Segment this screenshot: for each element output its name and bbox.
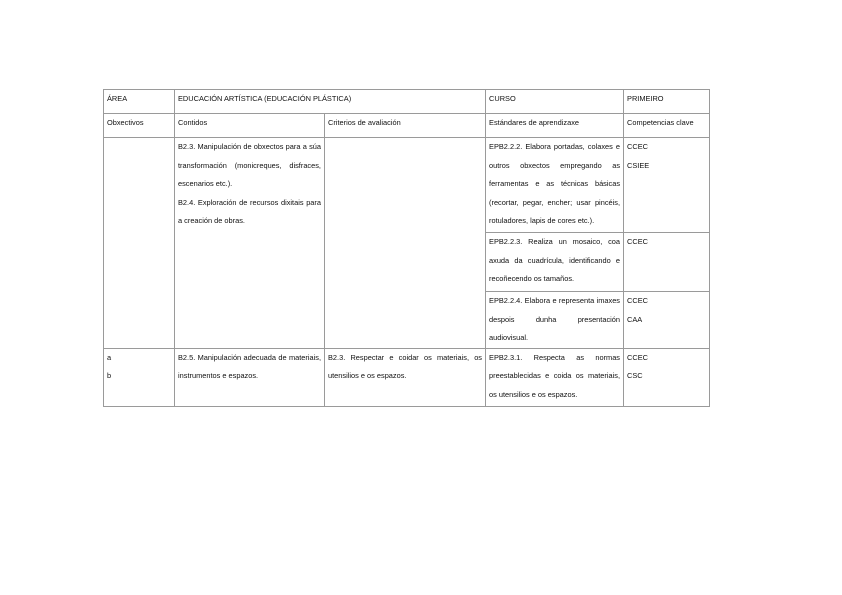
competencia-code: CCEC <box>627 296 648 305</box>
block1-contidos-cell <box>175 138 325 349</box>
criterio-b2-3: B2.3. Respectar e coidar os materiais, os utensilios e os espazos. <box>325 348 486 406</box>
criterios-header: Criterios de avaliación <box>325 114 486 138</box>
curso-value-cell: PRIMEIRO <box>624 90 710 114</box>
competencia-code: CSIEE <box>627 160 650 170</box>
competencias-epb2-3-1 <box>624 348 710 406</box>
block2-row <box>104 348 710 406</box>
estandar-epb2-2-4: EPB2.2.4. Elabora e representa imaxes despois dunha presentación audiovisual. <box>486 292 624 349</box>
competencia-code: CAA <box>627 314 643 324</box>
obxectivo-letter: b <box>107 371 112 380</box>
competencia-code: CSC <box>627 371 643 380</box>
estandar-epb2-2-2: EPB2.2.2. Elabora portadas, colaxes e outros obxectos empregando as ferramentas e as técnicas básicas (recortar, pegar, encher; usar pincéis, rotuladores, lapis de cores etc.). <box>486 138 624 233</box>
block1-row1 <box>104 138 710 233</box>
estandar-epb2-3-1: EPB2.3.1. Respecta as normas preestablecidas e coida os materiais, os utensilios e os espazos. <box>486 348 624 406</box>
curso-label-cell: CURSO <box>486 90 624 114</box>
obxectivos-header: Obxectivos <box>104 114 175 138</box>
obxectivo-letter: a <box>107 352 112 362</box>
competencias-epb2-2-2 <box>624 138 710 233</box>
area-value-cell: EDUCACIÓN ARTÍSTICA (EDUCACIÓN PLÁSTICA) <box>175 90 486 114</box>
competencias-epb2-2-4 <box>624 292 710 349</box>
competencia-code: CCEC <box>627 352 648 362</box>
competencia-code: CCEC <box>627 142 648 151</box>
contido-b2-4: B2.4. Exploración de recursos dixitais para a creación de obras. <box>178 197 321 225</box>
contido-b2-5: B2.5. Manipulación adecuada de materiais, instrumentos e espazos. <box>175 348 325 406</box>
block2-obxectivos-cell <box>104 348 175 406</box>
competencia-code: CCEC <box>627 237 648 246</box>
competencias-epb2-2-3 <box>624 233 710 292</box>
contidos-header: Contidos <box>175 114 325 138</box>
estandares-header: Estándares de aprendizaxe <box>486 114 624 138</box>
header-row-columns <box>104 114 710 138</box>
estandar-epb2-2-3: EPB2.2.3. Realiza un mosaico, coa axuda da cuadrícula, identificando e recoñecendo os tamaños. <box>486 233 624 292</box>
header-row-area <box>104 90 710 114</box>
competencias-header: Competencias clave <box>624 114 710 138</box>
curriculum-table <box>103 89 710 407</box>
block1-criterios-cell <box>325 138 486 349</box>
block1-obxectivos-cell <box>104 138 175 349</box>
area-label-cell: ÁREA <box>104 90 175 114</box>
contido-b2-3: B2.3. Manipulación de obxectos para a súa transformación (monicreques, disfraces, escenarios etc.). <box>178 142 321 188</box>
